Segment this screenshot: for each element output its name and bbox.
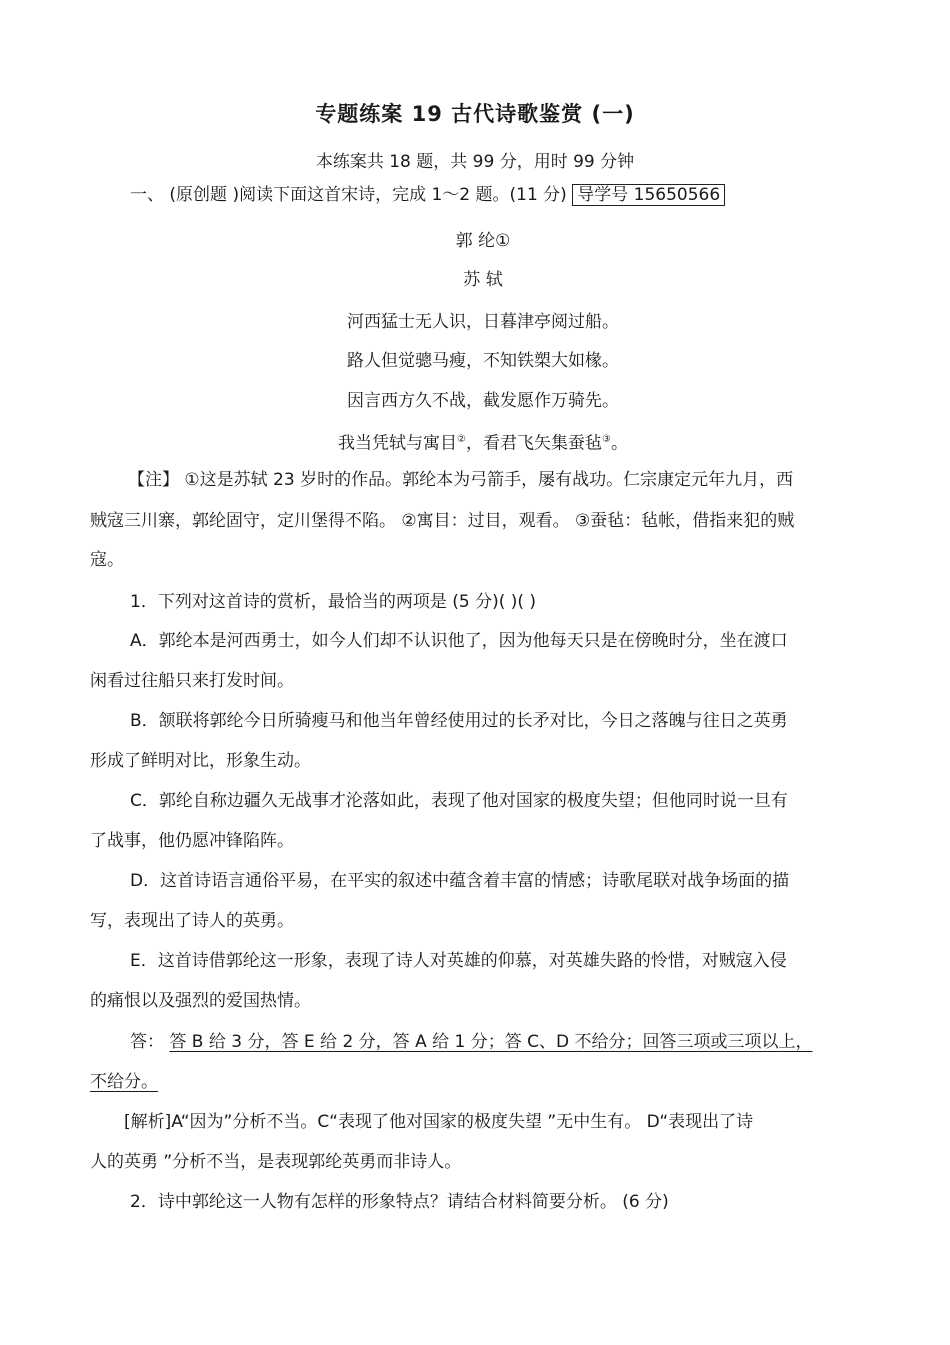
question-1-stem: 1．下列对这首诗的赏析，最恰当的两项是 (5 分)( )( ): [130, 592, 537, 612]
answer-text-continued: 不给分。: [90, 1072, 158, 1092]
footnote-marker-2: ②: [457, 434, 466, 445]
page-title: 专题练案 19 古代诗歌鉴赏 (一): [315, 102, 635, 126]
answer-label: 答：: [130, 1032, 164, 1052]
poem-line-4: [8, 428, 950, 456]
note-line-3: 寇。: [90, 550, 124, 570]
option-c-line-2: 了战事，他仍愿冲锋陷阵。: [90, 831, 294, 851]
poem-line-3: 因言西方久不战，截发愿作万骑先。: [347, 391, 619, 411]
option-d-line-1: D．这首诗语言通俗平易，在平实的叙述中蕴含着丰富的情感；诗歌尾联对战争场面的描: [130, 871, 790, 891]
option-a-line-1: A．郭纶本是河西勇士，如今人们却不认识他了，因为他每天只是在傍晚时分，坐在渡口: [130, 631, 788, 651]
guide-number-box: 导学号 15650566: [572, 184, 725, 206]
poem-line-2: 路人但觉骢马瘦，不知铁槊大如椽。: [347, 351, 619, 371]
poem-line-4-part-a: 我当凭轼与寓目: [338, 433, 458, 454]
answer-line-2: [90, 1070, 158, 1094]
poem-author: 苏 轼: [463, 270, 503, 290]
question-2-stem: 2．诗中郭纶这一人物有怎样的形象特点？请结合材料简要分析。 (6 分): [130, 1192, 669, 1212]
poem-line-1: 河西猛士无人识，日暮津亭阅过船。: [347, 312, 619, 332]
exercise-info: 本练案共 18 题，共 99 分，用时 99 分钟: [315, 152, 635, 172]
answer-line-1: [130, 1030, 813, 1054]
option-b-line-2: 形成了鲜明对比，形象生动。: [90, 751, 311, 771]
poem-line-4-part-b: ，看君飞矢集蚕毡: [466, 433, 602, 454]
option-c-line-1: C．郭纶自称边疆久无战事才沦落如此，表现了他对国家的极度失望；但他同时说一旦有: [130, 791, 788, 811]
section-intro-text: 一、 (原创题 )阅读下面这首宋诗，完成 1～2 题。(11 分): [130, 185, 567, 205]
poem-title: 郭 纶①: [455, 231, 511, 251]
option-d-line-2: 写，表现出了诗人的英勇。: [90, 911, 294, 931]
option-e-line-2: 的痛恨以及强烈的爱国热情。: [90, 991, 311, 1011]
option-a-line-2: 闲看过往船只来打发时间。: [90, 671, 294, 691]
option-b-line-1: B．颔联将郭纶今日所骑瘦马和他当年曾经使用过的长矛对比，今日之落魄与往日之英勇: [130, 711, 788, 731]
analysis-line-1: [解析]A“因为”分析不当。C“表现了他对国家的极度失望 ”无中生有。 D“表现出了诗: [124, 1112, 754, 1132]
note-line-2: 贼寇三川寨，郭纶固守，定川堡得不陷。 ②寓目：过目，观看。 ③蚕毡：毡帐，借指来犯的贼: [90, 511, 795, 531]
section-intro: [130, 183, 725, 207]
option-e-line-1: E．这首诗借郭纶这一形象，表现了诗人对英雄的仰慕，对英雄失路的怜惜，对贼寇入侵: [130, 951, 787, 971]
footnote-marker-3: ③: [602, 434, 611, 445]
note-line-1: 【注】 ①这是苏轼 23 岁时的作品。郭纶本为弓箭手，屡有战功。仁宗康定元年九月，西: [128, 470, 794, 490]
analysis-line-2: 人的英勇 ”分析不当，是表现郭纶英勇而非诗人。: [90, 1152, 462, 1172]
poem-line-4-part-c: 。: [610, 433, 628, 454]
answer-text: 答 B 给 3 分，答 E 给 2 分，答 A 给 1 分；答 C、D 不给分；回答三项或三项以上，: [169, 1032, 813, 1052]
